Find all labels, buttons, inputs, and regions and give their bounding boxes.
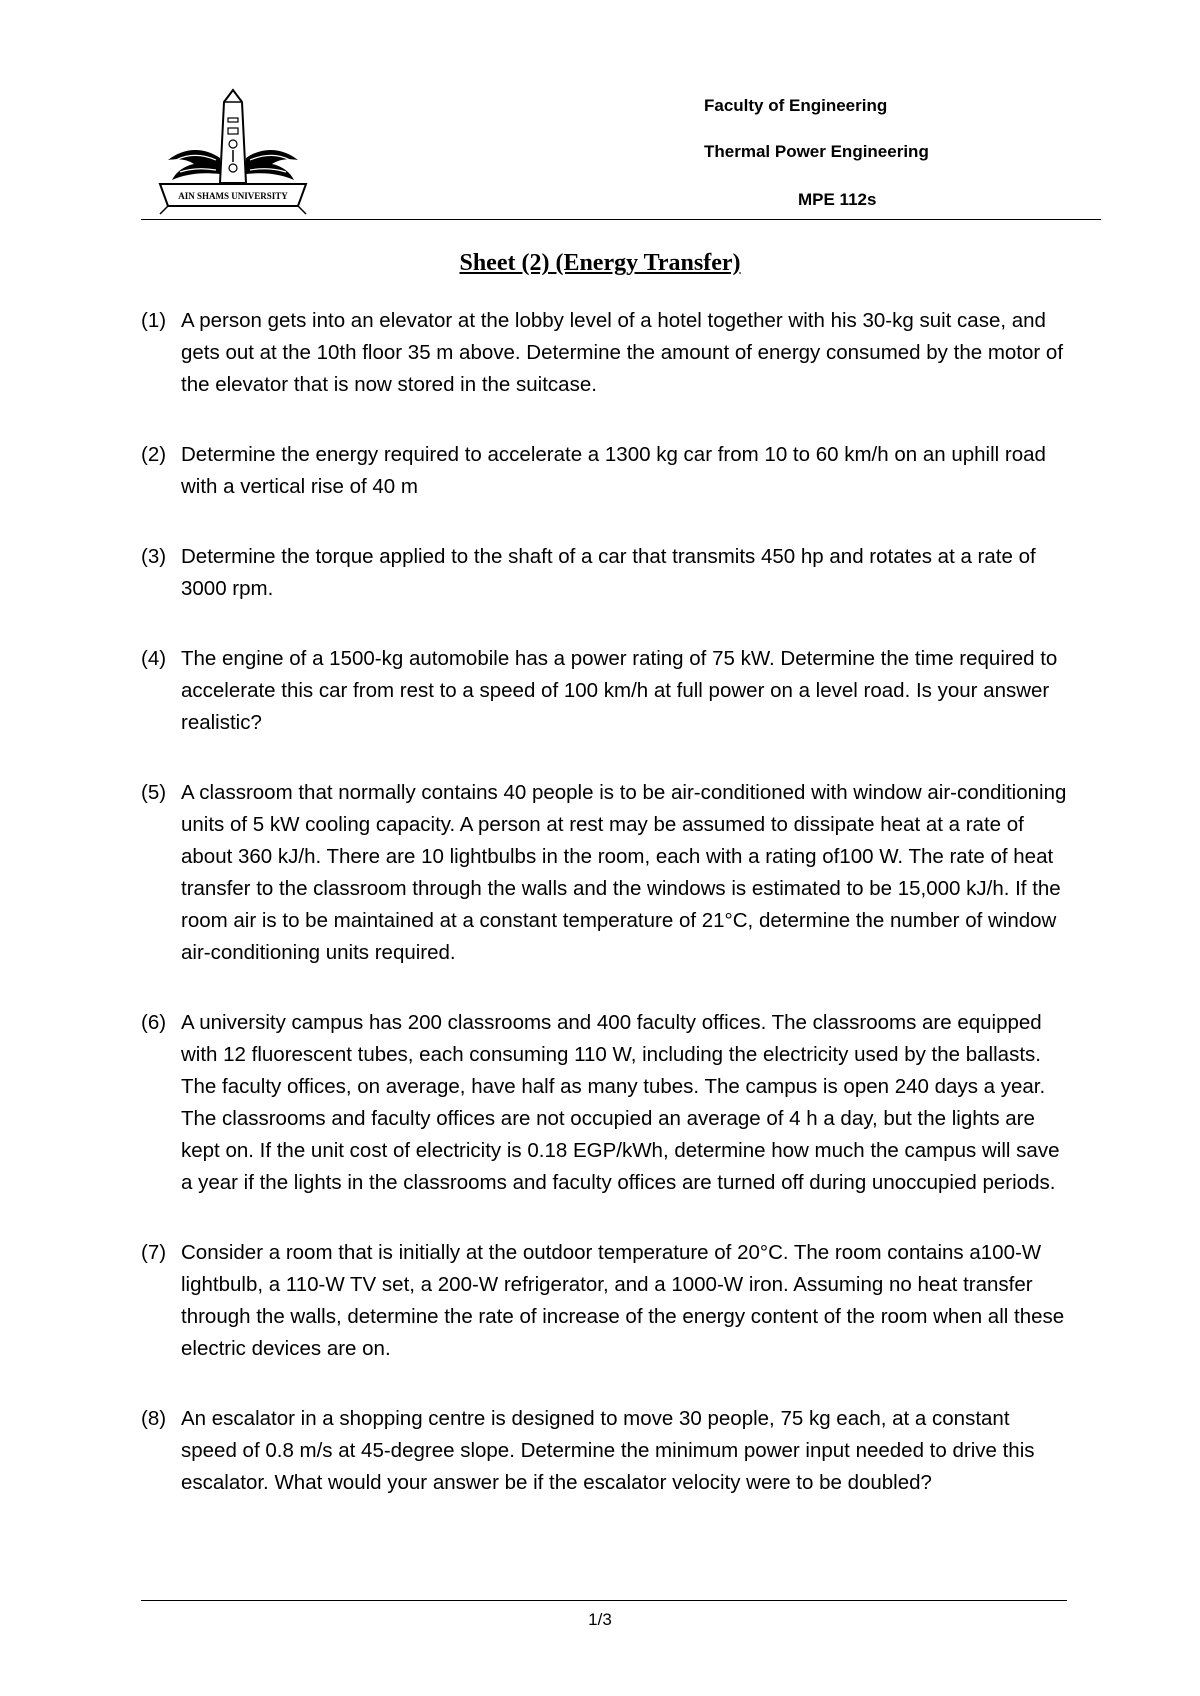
- problem-text: Determine the torque applied to the shaft of a car that transmits 450 hp and rotates at a rate of 3000 rpm.: [181, 545, 1036, 600]
- problem-item: [141, 541, 1071, 605]
- page-number: 1/3: [588, 1610, 612, 1629]
- footer-divider: [141, 1600, 1067, 1601]
- problem-list: [141, 305, 1071, 1537]
- logo-banner-text: AIN SHAMS UNIVERSITY: [178, 191, 288, 201]
- problem-text: A classroom that normally contains 40 people is to be air-conditioned with window air-conditioning units of 5 kW cooling capacity. A person at rest may be assumed to dissipate heat at a rate of about 360 kJ/h. There are 10 lightbulbs in the room, each with a rating of100 W. The rate of heat transfer to the classroom through the walls and the windows is estimated to be 15,000 kJ/h. If the room air is to be maintained at a constant temperature of 21°C, determine the number of window air-conditioning units required.: [181, 781, 1067, 964]
- problem-number: (5): [141, 781, 167, 804]
- sheet-title: Sheet (2) (Energy Transfer): [459, 250, 741, 276]
- problem-number: (2): [141, 443, 167, 466]
- problem-item: [141, 1237, 1071, 1365]
- obelisk-logo-icon: [158, 88, 308, 218]
- problem-number: (3): [141, 545, 167, 568]
- problem-number: (4): [141, 647, 167, 670]
- problem-item: [141, 643, 1071, 739]
- problem-text: Consider a room that is initially at the outdoor temperature of 20°C. The room contains a100-W lightbulb, a 110-W TV set, a 200-W refrigerator, and a 1000-W iron. Assuming no heat transfer through the walls, determine the rate of increase of the energy content of the room when all these electric devices are on.: [181, 1241, 1065, 1360]
- problem-number: (6): [141, 1011, 167, 1034]
- university-logo: [158, 88, 308, 218]
- problem-number: (7): [141, 1241, 167, 1264]
- problem-item: [141, 305, 1071, 401]
- problem-text: Determine the energy required to accelerate a 1300 kg car from 10 to 60 km/h on an uphill road with a vertical rise of 40 m: [181, 443, 1046, 498]
- problem-item: [141, 439, 1071, 503]
- header-divider: [141, 219, 1101, 220]
- department-name: Thermal Power Engineering: [704, 142, 929, 161]
- problem-text: An escalator in a shopping centre is designed to move 30 people, 75 kg each, at a constant speed of 0.8 m/s at 45-degree slope. Determine the minimum power input needed to drive this escalator. What would your answer be if the escalator velocity were to be doubled?: [181, 1407, 1035, 1494]
- problem-item: [141, 777, 1071, 969]
- course-code: MPE 112s: [798, 190, 877, 209]
- problem-item: [141, 1007, 1071, 1199]
- problem-text: A person gets into an elevator at the lobby level of a hotel together with his 30-kg suit case, and gets out at the 10th floor 35 m above. Determine the amount of energy consumed by the motor of the elevator that is now stored in the suitcase.: [181, 309, 1064, 396]
- problem-number: (1): [141, 309, 167, 332]
- problem-number: (8): [141, 1407, 167, 1430]
- problem-text: A university campus has 200 classrooms and 400 faculty offices. The classrooms are equipped with 12 fluorescent tubes, each consuming 110 W, including the electricity used by the ballasts. The faculty offices, on average, have half as many tubes. The campus is open 240 days a year. The classrooms and faculty offices are not occupied an average of 4 h a day, but the lights are kept on. If the unit cost of electricity is 0.18 EGP/kWh, determine how much the campus will save a year if the lights in the classrooms and faculty offices are turned off during unoccupied periods.: [181, 1011, 1060, 1194]
- problem-text: The engine of a 1500-kg automobile has a power rating of 75 kW. Determine the time required to accelerate this car from rest to a speed of 100 km/h at full power on a level road. Is your answer realistic?: [181, 647, 1058, 734]
- faculty-name: Faculty of Engineering: [704, 96, 888, 115]
- problem-item: [141, 1403, 1071, 1499]
